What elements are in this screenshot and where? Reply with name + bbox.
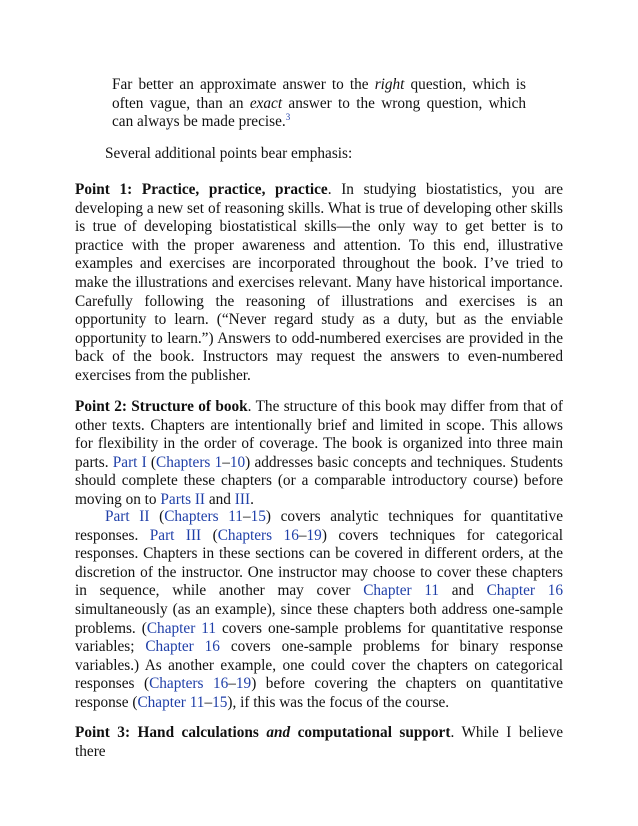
point-1-text: . In studying biostatistics, you are developing a new set of reasoning skills. What is true of developing other skills is true of developing biostatistical skills—the only way to get better is to practice with the proper awareness and attention. To this end, illustrative examples and exercises are incorporated throughout the book. I’ve tried to make the illustrations and exercises relevant. Many have historical importance. Carefully following the reasoning of illustrations and exercises is an opportunity to learn. (“Never regard study as a duty, but as the enviable opportunity to learn.”) Answers to odd-numbered exercises are provided in the back of the book. Instructors may request the answers to even-numbered exercises from the publisher. <box>75 181 563 384</box>
link-chapter-10[interactable]: 10 <box>229 453 246 471</box>
link-chapters-11[interactable]: Chapters 11 <box>164 508 243 525</box>
body-text: ) addresses basic concepts and techniques. Students should complete these chapters (or a comparable introductory course) before moving on to <box>75 453 564 508</box>
quote-emphasis: right <box>374 76 405 93</box>
link-chapter-16[interactable]: Chapter 16 <box>486 582 563 600</box>
body-text: ( <box>149 508 165 525</box>
heading-emphasis: and <box>266 724 291 741</box>
link-chapter-15[interactable]: 15 <box>212 693 228 711</box>
point-1-heading: Point 1: Practice, practice, practice <box>75 181 328 198</box>
link-chapters-16[interactable]: Chapters 16 <box>217 526 299 544</box>
point-2-heading: Point 2: Structure of book <box>75 398 248 415</box>
link-chapter-15[interactable]: 15 <box>250 508 266 525</box>
link-chapter-11[interactable]: Chapter 11 <box>146 619 217 637</box>
quote-text: question, which is often vague, than an <box>112 76 526 112</box>
quote-emphasis: exact <box>249 94 283 112</box>
epigraph-quote <box>112 76 526 132</box>
point-3-heading <box>75 724 450 741</box>
point-2-paragraph <box>75 398 563 510</box>
link-chapter-19[interactable]: 19 <box>235 675 252 693</box>
body-text: ) covers techniques for categorical responses. Chapters in these sections can be covered in different orders, at the discretion of the instructor. One instructor may choose to cover these chapters in sequence, while another may cover <box>75 526 564 600</box>
point-1-paragraph <box>75 181 563 386</box>
body-text: . <box>250 490 254 508</box>
quote-text: Far better an approximate answer to the <box>112 76 375 93</box>
lead-paragraph: Several additional points bear emphasis: <box>105 145 353 162</box>
link-chapter-11[interactable]: Chapter 11 <box>137 693 205 711</box>
body-text: . The structure of this book may differ from that of other texts. Chapters are intentionally brief and limited in scope. This allows for flexibility in the order of coverage. The book is organized into three main parts. <box>75 398 563 471</box>
link-part-1[interactable]: Part I <box>112 453 147 471</box>
heading-text: computational support <box>290 724 451 741</box>
link-part-3[interactable]: Part III <box>149 526 202 544</box>
link-parts-2[interactable]: Parts II <box>160 490 206 508</box>
body-text: ( <box>201 526 218 544</box>
body-text: – <box>222 453 230 471</box>
body-text: ) covers analytic techniques for quantitative responses. <box>75 508 563 544</box>
quote-text: answer to the wrong question, which can always be made precise. <box>112 94 527 131</box>
footnote-marker[interactable]: 3 <box>285 112 291 123</box>
body-text: – <box>228 675 236 693</box>
body-text: – <box>242 508 251 525</box>
link-part-2[interactable]: Part II <box>105 508 150 525</box>
point-3-paragraph <box>75 724 563 761</box>
link-chapters-1[interactable]: Chapters 1 <box>156 453 223 471</box>
link-part-3[interactable]: III <box>234 490 251 508</box>
point-2-continuation-paragraph <box>75 508 563 713</box>
heading-text: Point 3: Hand calculations <box>75 724 267 741</box>
link-chapter-16[interactable]: Chapter 16 <box>145 638 220 656</box>
body-text: and <box>205 490 235 508</box>
body-text: simultaneously (as an example), since these chapters both address one-sample problems. ( <box>75 600 563 637</box>
link-chapter-11[interactable]: Chapter 11 <box>363 582 440 600</box>
body-text: – <box>204 693 213 711</box>
body-text: covers one-sample problems for quantitative response variables; <box>75 619 563 656</box>
point-3-text: . While I believe there <box>75 724 564 760</box>
body-text: ), if this was the focus of the course. <box>227 693 450 711</box>
body-text: covers one-sample problems for binary response variables.) As another example, one could cover the chapters on categorical responses ( <box>75 638 564 693</box>
body-text: ) before covering the chapters on quantitative response ( <box>75 675 564 711</box>
body-text: and <box>439 582 487 600</box>
body-text: – <box>298 526 307 544</box>
link-chapter-19[interactable]: 19 <box>306 526 322 544</box>
body-text: ( <box>146 453 156 471</box>
link-chapters-16[interactable]: Chapters 16 <box>149 675 229 693</box>
